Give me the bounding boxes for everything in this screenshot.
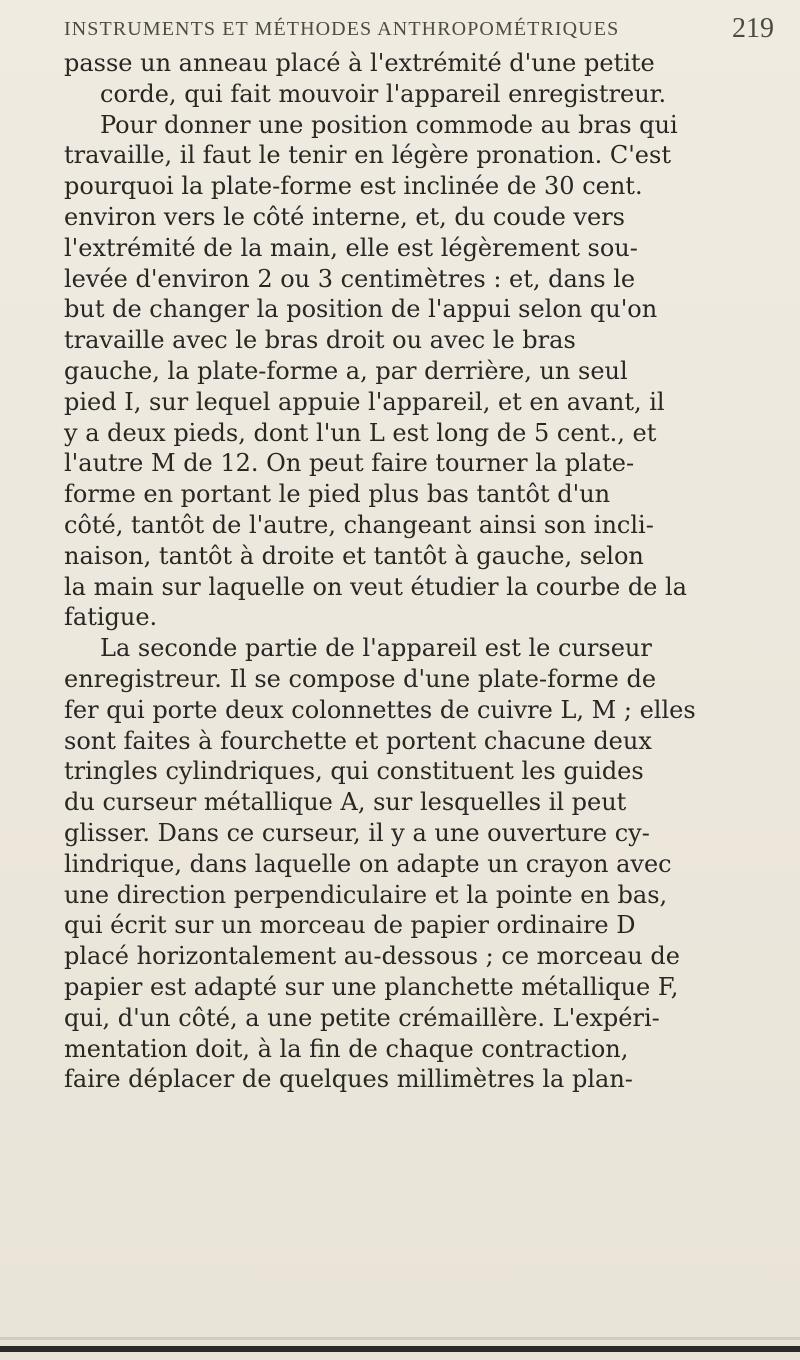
text-line-26: glisser. Dans ce curseur, il y a une ouverture cy- [64,818,650,847]
text-line-21: enregistreur. Il se compose d'une plate-forme de [64,664,657,693]
text-line-18: la main sur laquelle on veut étudier la courbe de la [64,572,687,601]
text-line-8: levée d'environ 2 ou 3 centimètres : et, dans le [64,264,636,293]
text-line-2: corde, qui fait mouvoir l'appareil enregistreur. [100,79,667,108]
text-line-9: but de changer la position de l'appui selon qu'on [64,295,658,324]
running-head: INSTRUMENTS ET MÉTHODES ANTHROPOMÉTRIQUES [64,18,620,40]
text-line-24: tringles cylindriques, qui constituent les guides [64,757,644,786]
text-line-6: environ vers le côté interne, et, du coude vers [64,202,625,231]
page-edge-rule [0,1346,800,1352]
text-line-25: du curseur métallique A, sur lesquelles il peut [64,788,627,817]
text-line-34: faire déplacer de quelques millimètres la plan- [64,1065,633,1094]
text-line-32: qui, d'un côté, a une petite crémaillère. L'expéri- [64,1003,660,1032]
text-line-22: fer qui porte deux colonnettes de cuivre L, M ; elles [64,695,696,724]
text-line-20: La seconde partie de l'appareil est le curseur [100,634,652,663]
text-line-17: naison, tantôt à droite et tantôt à gauche, selon [64,541,644,570]
text-line-30: placé horizontalement au-dessous ; ce morceau de [64,942,680,971]
text-line-3: Pour donner une position commode au bras qui [100,110,678,139]
text-line-31: papier est adapté sur une planchette métallique F, [64,972,679,1001]
text-line-15: forme en portant le pied plus bas tantôt d'un [64,480,611,509]
text-line-16: côté, tantôt de l'autre, changeant ainsi son incli- [64,510,654,539]
text-line-7: l'extrémité de la main, elle est légèrement sou- [64,233,638,262]
text-line-27: lindrique, dans laquelle on adapte un crayon avec [64,849,672,878]
text-line-13: y a deux pieds, dont l'un L est long de 5 cent., et [64,418,657,447]
text-line-12: pied I, sur lequel appuie l'appareil, et en avant, il [64,387,665,416]
page-number: 219 [732,13,774,44]
page-edge-shadow [0,1337,800,1340]
text-line-1: passe un anneau placé à l'extrémité d'une petite [64,49,655,77]
text-line-33: mentation doit, à la fin de chaque contraction, [64,1034,629,1063]
text-line-10: travaille avec le bras droit ou avec le bras [64,326,576,355]
text-line-29: qui écrit sur un morceau de papier ordinaire D [64,911,636,940]
text-line-4: travaille, il faut le tenir en légère pronation. C'est [64,141,671,170]
body-text [64,48,764,1095]
text-line-14: l'autre M de 12. On peut faire tourner la plate- [64,449,635,478]
text-line-19: fatigue. [64,603,158,632]
text-line-11: gauche, la plate-forme a, par derrière, un seul [64,356,628,385]
text-line-23: sont faites à fourchette et portent chacune deux [64,726,652,755]
page-header [64,6,774,46]
text-line-28: une direction perpendiculaire et la pointe en bas, [64,880,668,909]
text-line-5: pourquoi la plate-forme est inclinée de 30 cent. [64,172,643,201]
